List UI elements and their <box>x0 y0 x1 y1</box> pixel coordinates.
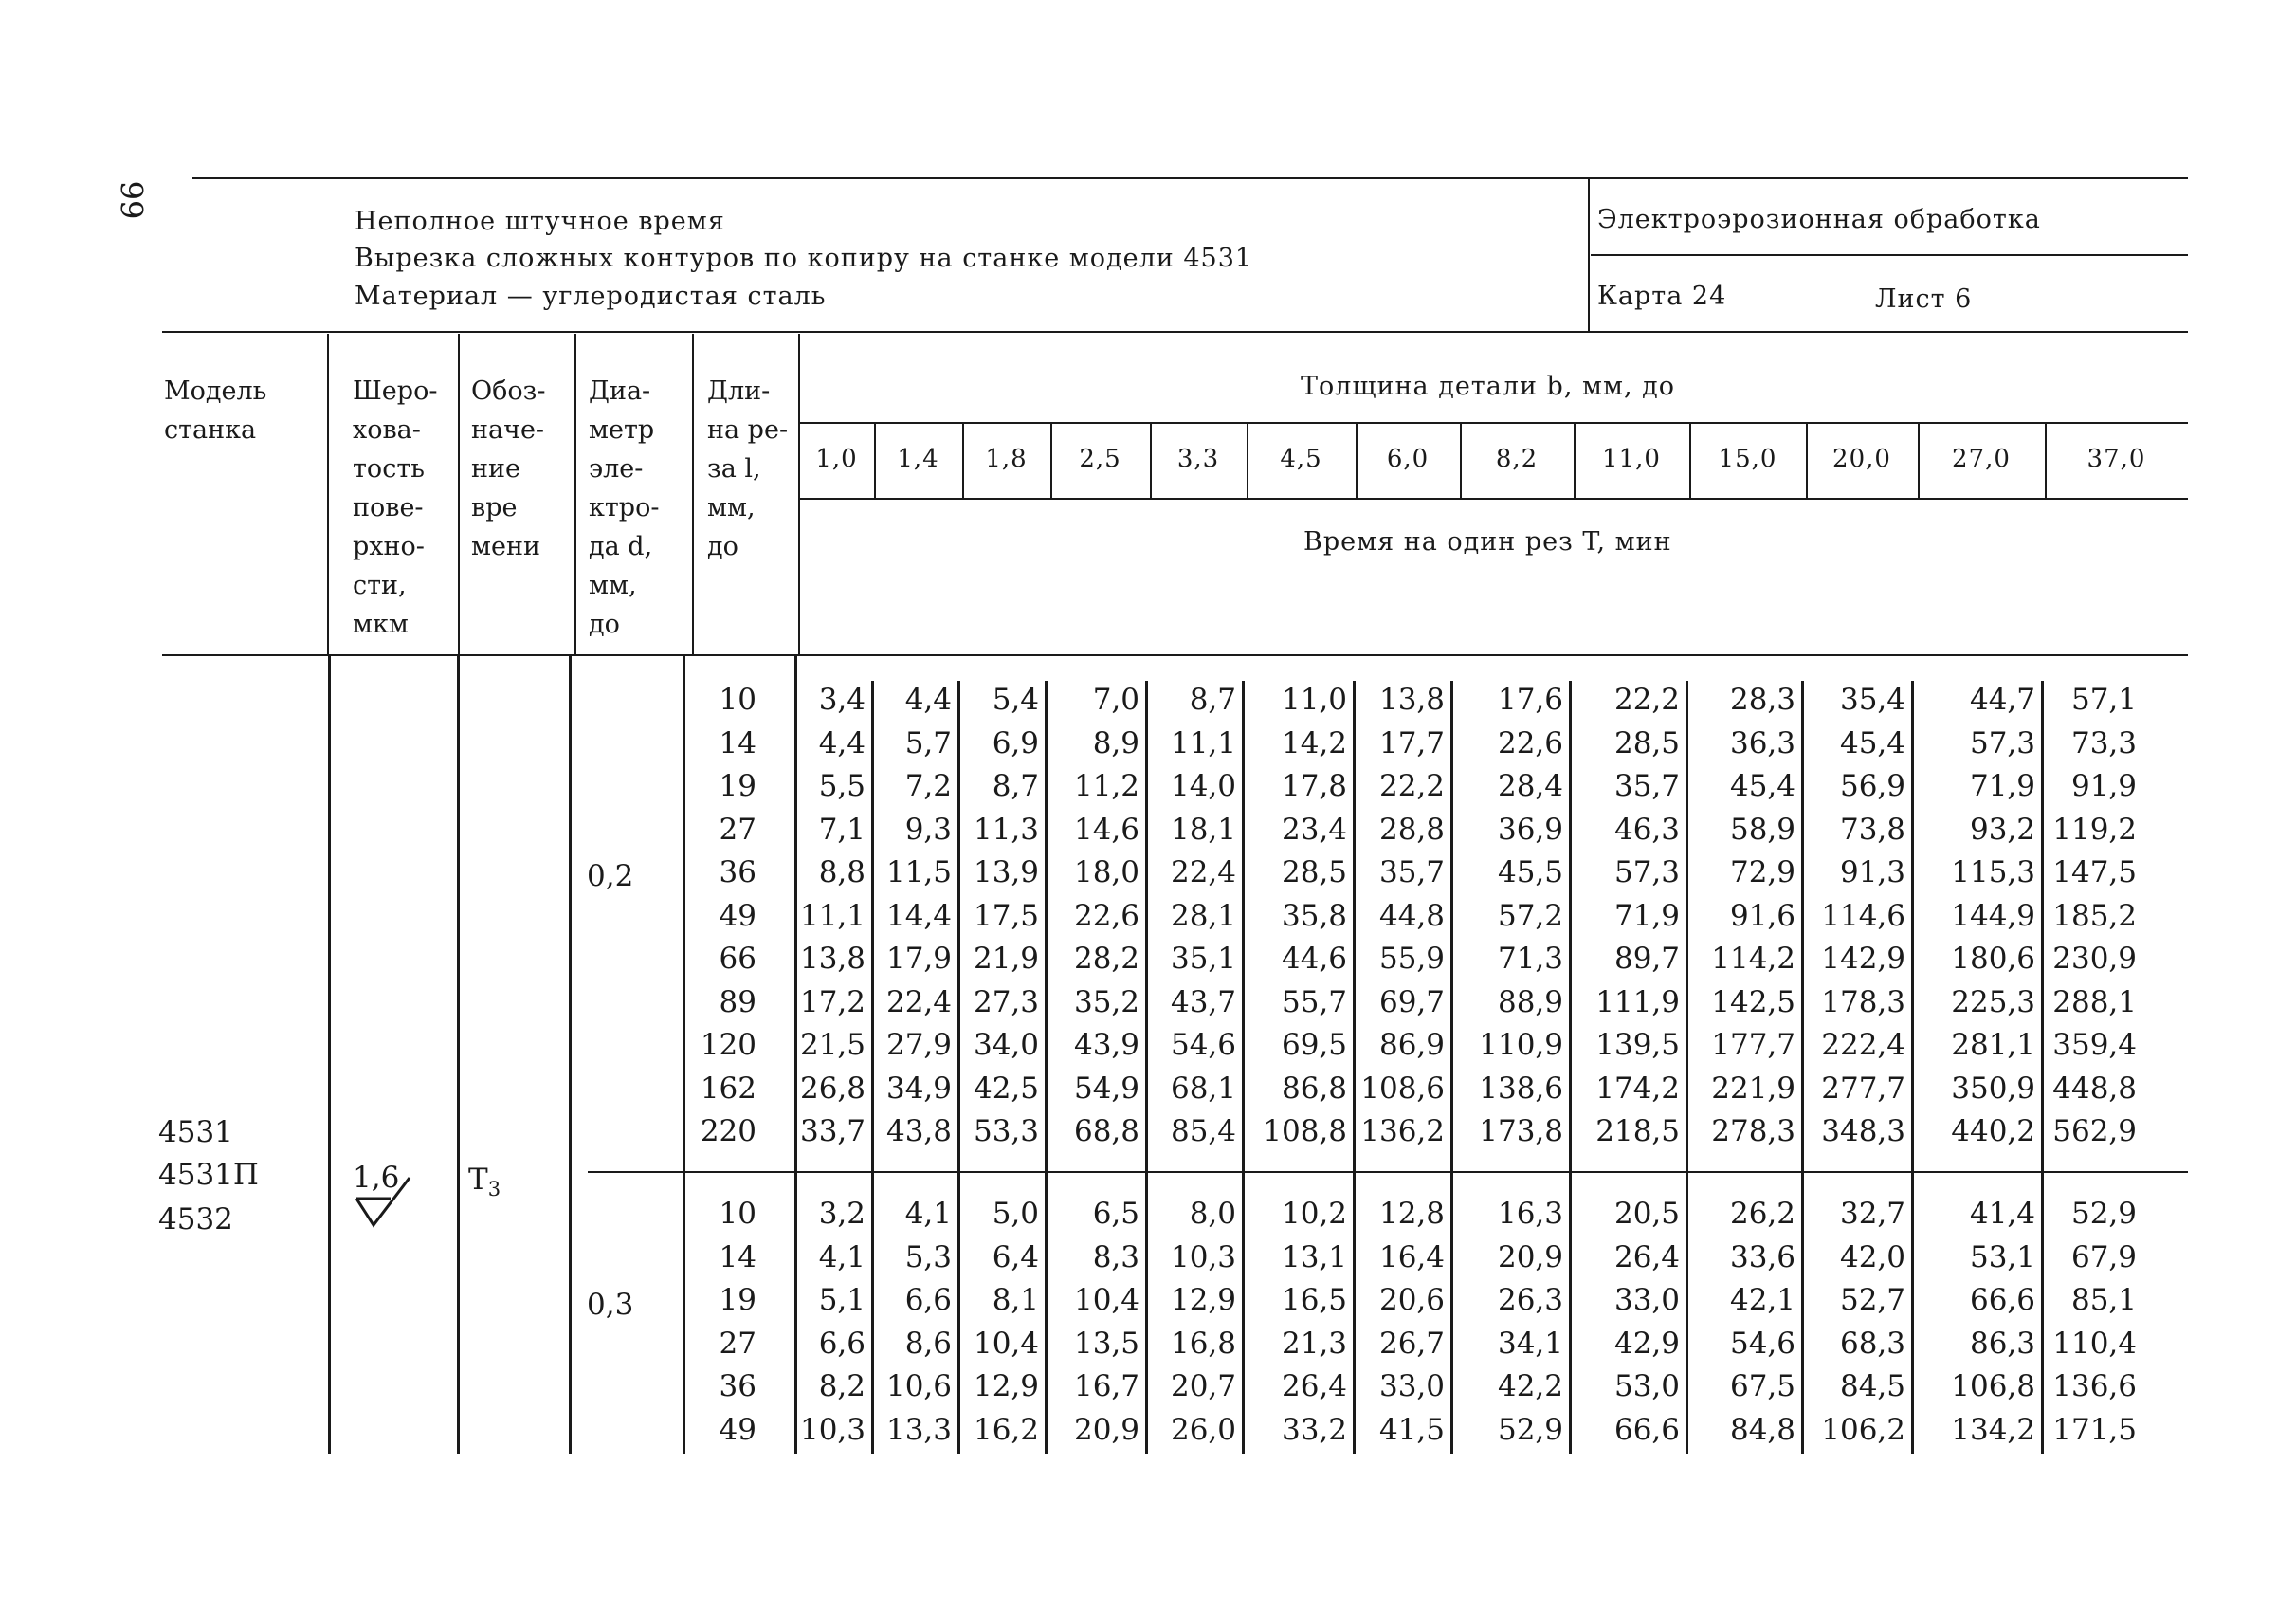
time-cell: 35,7 <box>1613 769 1680 803</box>
time-cell: 35,1 <box>1170 942 1236 976</box>
time-cell: 73,8 <box>1839 812 1905 847</box>
time-cell: 17,5 <box>973 898 1039 933</box>
body-col-line-2 <box>457 654 460 1454</box>
cut-length: 10 <box>719 1197 756 1231</box>
time-cell: 28,3 <box>1729 683 1795 717</box>
time-cell: 93,2 <box>1969 812 2035 847</box>
col-head-designation: Обоз- наче- ние вре мени <box>471 376 546 561</box>
model-4532: 4532 <box>158 1202 233 1236</box>
time-cell: 42,2 <box>1497 1369 1563 1403</box>
col-line-1 <box>327 334 329 654</box>
thickness-value: 6,0 <box>1386 445 1430 473</box>
time-cell: 55,7 <box>1281 984 1347 1019</box>
time-cell: 56,9 <box>1839 769 1905 803</box>
time-cell: 34,0 <box>973 1028 1039 1062</box>
time-cell: 91,3 <box>1839 855 1905 889</box>
time-cell: 108,8 <box>1263 1114 1347 1148</box>
header-title: Неполное штучное время <box>355 207 725 236</box>
body-col-line-4 <box>683 654 685 1454</box>
time-cell: 14,4 <box>885 898 952 933</box>
time-cell: 20,9 <box>1073 1412 1139 1447</box>
time-cell: 33,0 <box>1613 1283 1680 1317</box>
time-cell: 54,6 <box>1729 1326 1795 1361</box>
body-col-line-1 <box>328 654 331 1454</box>
time-cell: 13,1 <box>1281 1239 1347 1274</box>
time-cell: 26,2 <box>1729 1197 1795 1231</box>
header-sheet: Лист 6 <box>1875 284 1973 314</box>
time-cell: 7,1 <box>818 812 866 847</box>
time-cell: 5,7 <box>904 725 952 760</box>
time-cell: 136,6 <box>2052 1369 2137 1403</box>
header-right-rule <box>1591 254 2188 256</box>
thickness-value: 1,4 <box>897 445 939 473</box>
time-cell: 71,3 <box>1497 942 1563 976</box>
time-cell: 16,7 <box>1073 1369 1139 1403</box>
time-cell: 139,5 <box>1595 1028 1680 1062</box>
time-cell: 86,9 <box>1378 1028 1445 1062</box>
time-cell: 7,0 <box>1092 683 1139 717</box>
time-cell: 4,1 <box>904 1197 952 1231</box>
time-cell: 67,9 <box>2070 1239 2137 1274</box>
thickness-value: 37,0 <box>2086 445 2146 473</box>
time-cell: 34,9 <box>885 1071 952 1106</box>
time-cell: 225,3 <box>1951 984 2035 1019</box>
time-cell: 68,8 <box>1073 1114 1139 1148</box>
time-cell: 277,7 <box>1821 1071 1905 1106</box>
time-cell: 111,9 <box>1595 984 1680 1019</box>
time-cell: 119,2 <box>2052 812 2137 847</box>
header-operation: Вырезка сложных контуров по копиру на станке модели 4531 <box>355 244 1253 273</box>
designation-letter: Т <box>468 1163 488 1197</box>
thickness-title: Толщина детали b, мм, до <box>1301 372 1676 401</box>
cut-length: 89 <box>719 984 756 1019</box>
time-cell: 26,7 <box>1378 1326 1445 1361</box>
time-cell: 178,3 <box>1821 984 1905 1019</box>
time-cell: 21,9 <box>973 942 1039 976</box>
time-cell: 23,4 <box>1281 812 1347 847</box>
time-cell: 28,4 <box>1497 769 1563 803</box>
col-head-model: Модель станка <box>164 376 267 445</box>
time-cell: 42,0 <box>1839 1239 1905 1274</box>
model-4531: 4531 <box>158 1115 233 1149</box>
time-cell: 8,9 <box>1092 725 1139 760</box>
time-cell: 114,2 <box>1711 942 1795 976</box>
cut-length: 27 <box>719 812 756 847</box>
time-cell: 110,4 <box>2052 1326 2137 1361</box>
page-number: 99 <box>113 180 150 220</box>
time-cell: 221,9 <box>1711 1071 1795 1106</box>
time-cell: 106,8 <box>1951 1369 2035 1403</box>
time-cell: 13,8 <box>799 942 866 976</box>
cut-length: 66 <box>719 942 756 976</box>
time-cell: 11,1 <box>1170 725 1236 760</box>
time-cell: 11,1 <box>799 898 866 933</box>
time-cell: 26,3 <box>1497 1283 1563 1317</box>
time-cell: 16,4 <box>1378 1239 1445 1274</box>
time-cell: 230,9 <box>2052 942 2137 976</box>
header-card: Карта 24 <box>1597 282 1727 311</box>
group-divider <box>588 1171 2188 1173</box>
time-cell: 22,2 <box>1613 683 1680 717</box>
thickness-rule-bottom <box>799 498 2188 500</box>
time-cell: 114,6 <box>1821 898 1905 933</box>
time-cell: 13,9 <box>973 855 1039 889</box>
col-head-roughness: Шеро- хова- тость пове- рхно- сти, мкм <box>353 376 438 639</box>
time-cell: 71,9 <box>1613 898 1680 933</box>
cut-length: 120 <box>700 1028 756 1062</box>
time-cell: 10,3 <box>1170 1239 1236 1274</box>
time-cell: 359,4 <box>2052 1028 2137 1062</box>
cut-length: 10 <box>719 683 756 717</box>
time-cell: 147,5 <box>2052 855 2137 889</box>
time-cell: 8,8 <box>818 855 866 889</box>
cut-length: 19 <box>719 769 756 803</box>
time-cell: 3,2 <box>818 1197 866 1231</box>
time-cell: 33,6 <box>1729 1239 1795 1274</box>
time-cell: 28,2 <box>1073 942 1139 976</box>
time-cell: 22,4 <box>885 984 952 1019</box>
time-cell: 8,1 <box>992 1283 1039 1317</box>
time-cell: 42,1 <box>1729 1283 1795 1317</box>
time-cell: 13,5 <box>1073 1326 1139 1361</box>
time-cell: 9,3 <box>904 812 952 847</box>
time-cell: 13,3 <box>885 1412 952 1447</box>
time-cell: 6,6 <box>904 1283 952 1317</box>
time-cell: 36,9 <box>1497 812 1563 847</box>
time-cell: 350,9 <box>1951 1071 2035 1106</box>
time-cell: 6,5 <box>1092 1197 1139 1231</box>
time-cell: 6,4 <box>992 1239 1039 1274</box>
time-cell: 144,9 <box>1951 898 2035 933</box>
time-cell: 58,9 <box>1729 812 1795 847</box>
time-cell: 68,1 <box>1170 1071 1236 1106</box>
diameter-group-2: 0,3 <box>587 1288 634 1322</box>
time-cell: 11,3 <box>973 812 1039 847</box>
time-cell: 57,2 <box>1497 898 1563 933</box>
time-cell: 57,3 <box>1613 855 1680 889</box>
time-cell: 8,3 <box>1092 1239 1139 1274</box>
time-cell: 22,6 <box>1497 725 1563 760</box>
time-cell: 177,7 <box>1711 1028 1795 1062</box>
column-header-bottom-rule <box>162 654 2188 656</box>
time-cell: 46,3 <box>1613 812 1680 847</box>
time-cell: 185,2 <box>2052 898 2137 933</box>
time-cell: 8,0 <box>1189 1197 1236 1231</box>
time-cell: 16,2 <box>973 1412 1039 1447</box>
time-cell: 34,1 <box>1497 1326 1563 1361</box>
cut-length: 19 <box>719 1283 756 1317</box>
time-cell: 4,4 <box>904 683 952 717</box>
time-cell: 27,3 <box>973 984 1039 1019</box>
time-cell: 17,7 <box>1378 725 1445 760</box>
time-cell: 89,7 <box>1613 942 1680 976</box>
time-cell: 8,7 <box>1189 683 1236 717</box>
time-cell: 17,6 <box>1497 683 1563 717</box>
time-cell: 5,0 <box>992 1197 1039 1231</box>
time-cell: 22,6 <box>1073 898 1139 933</box>
time-cell: 28,8 <box>1378 812 1445 847</box>
time-cell: 53,0 <box>1613 1369 1680 1403</box>
time-cell: 72,9 <box>1729 855 1795 889</box>
time-cell: 108,6 <box>1360 1071 1445 1106</box>
time-cell: 88,9 <box>1497 984 1563 1019</box>
time-cell: 86,8 <box>1281 1071 1347 1106</box>
time-cell: 110,9 <box>1479 1028 1563 1062</box>
time-cell: 57,1 <box>2070 683 2137 717</box>
time-cell: 52,9 <box>1497 1412 1563 1447</box>
cut-length: 220 <box>700 1114 756 1148</box>
time-cell: 17,8 <box>1281 769 1347 803</box>
col-head-diameter: Диа- метр эле- ктро- да d, мм, до <box>589 376 660 639</box>
thickness-value: 8,2 <box>1495 445 1539 473</box>
time-cell: 142,9 <box>1821 942 1905 976</box>
time-cell: 21,5 <box>799 1028 866 1062</box>
time-cell: 26,0 <box>1170 1412 1236 1447</box>
time-cell: 91,9 <box>2070 769 2137 803</box>
time-cell: 69,5 <box>1281 1028 1347 1062</box>
time-cell: 52,7 <box>1839 1283 1905 1317</box>
time-cell: 44,7 <box>1969 683 2035 717</box>
time-cell: 35,4 <box>1839 683 1905 717</box>
time-cell: 42,5 <box>973 1071 1039 1106</box>
time-cell: 67,5 <box>1729 1369 1795 1403</box>
time-cell: 448,8 <box>2052 1071 2137 1106</box>
time-cell: 33,2 <box>1281 1412 1347 1447</box>
time-title: Время на один рез T, мин <box>1303 527 1672 557</box>
time-cell: 218,5 <box>1595 1114 1680 1148</box>
time-cell: 45,4 <box>1839 725 1905 760</box>
time-cell: 43,8 <box>885 1114 952 1148</box>
time-cell: 33,7 <box>799 1114 866 1148</box>
time-cell: 35,2 <box>1073 984 1139 1019</box>
time-cell: 85,4 <box>1170 1114 1236 1148</box>
roughness-value: 1,6 <box>353 1161 400 1195</box>
time-cell: 22,2 <box>1378 769 1445 803</box>
header-top-rule <box>192 177 2188 179</box>
time-cell: 136,2 <box>1360 1114 1445 1148</box>
diameter-group-1: 0,2 <box>587 859 634 893</box>
time-cell: 5,1 <box>818 1283 866 1317</box>
time-cell: 27,9 <box>885 1028 952 1062</box>
header-bottom-rule <box>162 331 2188 333</box>
thickness-value: 4,5 <box>1280 445 1322 473</box>
time-cell: 32,7 <box>1839 1197 1905 1231</box>
time-cell: 73,3 <box>2070 725 2137 760</box>
body-col-line-3 <box>569 654 572 1454</box>
header-material: Материал — углеродистая сталь <box>355 282 827 311</box>
time-cell: 174,2 <box>1595 1071 1680 1106</box>
thickness-value: 15,0 <box>1718 445 1777 473</box>
model-4531p: 4531П <box>158 1158 259 1192</box>
time-cell: 106,2 <box>1821 1412 1905 1447</box>
time-cell: 281,1 <box>1951 1028 2035 1062</box>
time-cell: 33,0 <box>1378 1369 1445 1403</box>
time-cell: 12,8 <box>1378 1197 1445 1231</box>
time-cell: 115,3 <box>1951 855 2035 889</box>
cut-length: 36 <box>719 855 756 889</box>
time-cell: 20,7 <box>1170 1369 1236 1403</box>
thickness-value: 1,0 <box>815 445 858 473</box>
time-cell: 171,5 <box>2052 1412 2137 1447</box>
time-cell: 43,9 <box>1073 1028 1139 1062</box>
time-cell: 54,6 <box>1170 1028 1236 1062</box>
time-cell: 4,4 <box>818 725 866 760</box>
time-cell: 180,6 <box>1951 942 2035 976</box>
header-divider <box>1588 177 1590 331</box>
time-cell: 348,3 <box>1821 1114 1905 1148</box>
time-cell: 28,5 <box>1281 855 1347 889</box>
time-cell: 52,9 <box>2070 1197 2137 1231</box>
time-cell: 5,5 <box>818 769 866 803</box>
time-cell: 14,0 <box>1170 769 1236 803</box>
time-cell: 20,6 <box>1378 1283 1445 1317</box>
roughness-symbol-icon <box>353 1176 413 1229</box>
time-cell: 45,5 <box>1497 855 1563 889</box>
time-cell: 91,6 <box>1729 898 1795 933</box>
time-cell: 14,6 <box>1073 812 1139 847</box>
time-cell: 68,3 <box>1839 1326 1905 1361</box>
time-cell: 28,1 <box>1170 898 1236 933</box>
thickness-value: 3,3 <box>1176 445 1220 473</box>
time-cell: 11,5 <box>885 855 952 889</box>
cut-length: 14 <box>719 725 756 760</box>
time-cell: 10,2 <box>1281 1197 1347 1231</box>
time-cell: 16,8 <box>1170 1326 1236 1361</box>
time-cell: 16,5 <box>1281 1283 1347 1317</box>
time-cell: 35,7 <box>1378 855 1445 889</box>
cut-length: 162 <box>700 1071 756 1106</box>
time-cell: 26,8 <box>799 1071 866 1106</box>
time-cell: 20,5 <box>1613 1197 1680 1231</box>
time-cell: 18,0 <box>1073 855 1139 889</box>
time-cell: 41,5 <box>1378 1412 1445 1447</box>
thickness-value: 27,0 <box>1952 445 2011 473</box>
time-cell: 14,2 <box>1281 725 1347 760</box>
col-line-3 <box>574 334 576 654</box>
time-cell: 53,3 <box>973 1114 1039 1148</box>
time-cell: 22,4 <box>1170 855 1236 889</box>
time-cell: 16,3 <box>1497 1197 1563 1231</box>
time-cell: 54,9 <box>1073 1071 1139 1106</box>
time-cell: 66,6 <box>1969 1283 2035 1317</box>
time-cell: 222,4 <box>1821 1028 1905 1062</box>
time-cell: 71,9 <box>1969 769 2035 803</box>
time-cell: 10,6 <box>885 1369 952 1403</box>
time-cell: 134,2 <box>1951 1412 2035 1447</box>
time-cell: 138,6 <box>1479 1071 1563 1106</box>
time-cell: 17,9 <box>885 942 952 976</box>
time-cell: 44,6 <box>1281 942 1347 976</box>
time-cell: 11,2 <box>1073 769 1139 803</box>
time-cell: 86,3 <box>1969 1326 2035 1361</box>
thickness-value: 1,8 <box>985 445 1028 473</box>
thickness-value: 11,0 <box>1602 445 1661 473</box>
time-cell: 10,4 <box>973 1326 1039 1361</box>
time-cell: 36,3 <box>1729 725 1795 760</box>
time-cell: 44,8 <box>1378 898 1445 933</box>
time-cell: 66,6 <box>1613 1412 1680 1447</box>
time-cell: 8,2 <box>818 1369 866 1403</box>
time-cell: 173,8 <box>1479 1114 1563 1148</box>
time-cell: 41,4 <box>1969 1197 2035 1231</box>
time-cell: 12,9 <box>1170 1283 1236 1317</box>
time-cell: 43,7 <box>1170 984 1236 1019</box>
cut-length: 49 <box>719 898 756 933</box>
cut-length: 27 <box>719 1326 756 1361</box>
time-cell: 26,4 <box>1613 1239 1680 1274</box>
cut-length: 49 <box>719 1412 756 1447</box>
time-cell: 5,3 <box>904 1239 952 1274</box>
time-cell: 20,9 <box>1497 1239 1563 1274</box>
time-cell: 35,8 <box>1281 898 1347 933</box>
time-cell: 55,9 <box>1378 942 1445 976</box>
time-cell: 84,8 <box>1729 1412 1795 1447</box>
header-section: Электроэрозионная обработка <box>1597 205 2041 234</box>
time-cell: 12,9 <box>973 1369 1039 1403</box>
time-cell: 440,2 <box>1951 1114 2035 1148</box>
time-cell: 85,1 <box>2070 1283 2137 1317</box>
time-cell: 53,1 <box>1969 1239 2035 1274</box>
time-cell: 288,1 <box>2052 984 2137 1019</box>
time-cell: 26,4 <box>1281 1369 1347 1403</box>
time-cell: 278,3 <box>1711 1114 1795 1148</box>
time-cell: 10,3 <box>799 1412 866 1447</box>
time-cell: 6,6 <box>818 1326 866 1361</box>
time-cell: 17,2 <box>799 984 866 1019</box>
time-cell: 69,7 <box>1378 984 1445 1019</box>
cut-length: 36 <box>719 1369 756 1403</box>
time-cell: 84,5 <box>1839 1369 1905 1403</box>
time-cell: 28,5 <box>1613 725 1680 760</box>
time-cell: 3,4 <box>818 683 866 717</box>
time-cell: 4,1 <box>818 1239 866 1274</box>
time-cell: 13,8 <box>1378 683 1445 717</box>
time-cell: 5,4 <box>992 683 1039 717</box>
time-cell: 45,4 <box>1729 769 1795 803</box>
time-cell: 562,9 <box>2052 1114 2137 1148</box>
time-cell: 57,3 <box>1969 725 2035 760</box>
col-line-2 <box>458 334 460 654</box>
col-line-4 <box>692 334 694 654</box>
cut-length: 14 <box>719 1239 756 1274</box>
time-cell: 6,9 <box>992 725 1039 760</box>
designation-value <box>468 1163 501 1200</box>
designation-subscript: 3 <box>487 1178 501 1201</box>
thickness-rule-top <box>799 422 2188 424</box>
thickness-value: 2,5 <box>1079 445 1121 473</box>
thickness-value: 20,0 <box>1832 445 1891 473</box>
time-cell: 8,7 <box>992 769 1039 803</box>
time-cell: 42,9 <box>1613 1326 1680 1361</box>
time-cell: 10,4 <box>1073 1283 1139 1317</box>
time-cell: 142,5 <box>1711 984 1795 1019</box>
col-head-length: Дли- на ре- за l, мм, до <box>707 376 789 561</box>
col-line-5 <box>798 334 800 654</box>
time-cell: 8,6 <box>904 1326 952 1361</box>
time-cell: 11,0 <box>1281 683 1347 717</box>
time-cell: 21,3 <box>1281 1326 1347 1361</box>
time-cell: 18,1 <box>1170 812 1236 847</box>
time-cell: 7,2 <box>904 769 952 803</box>
